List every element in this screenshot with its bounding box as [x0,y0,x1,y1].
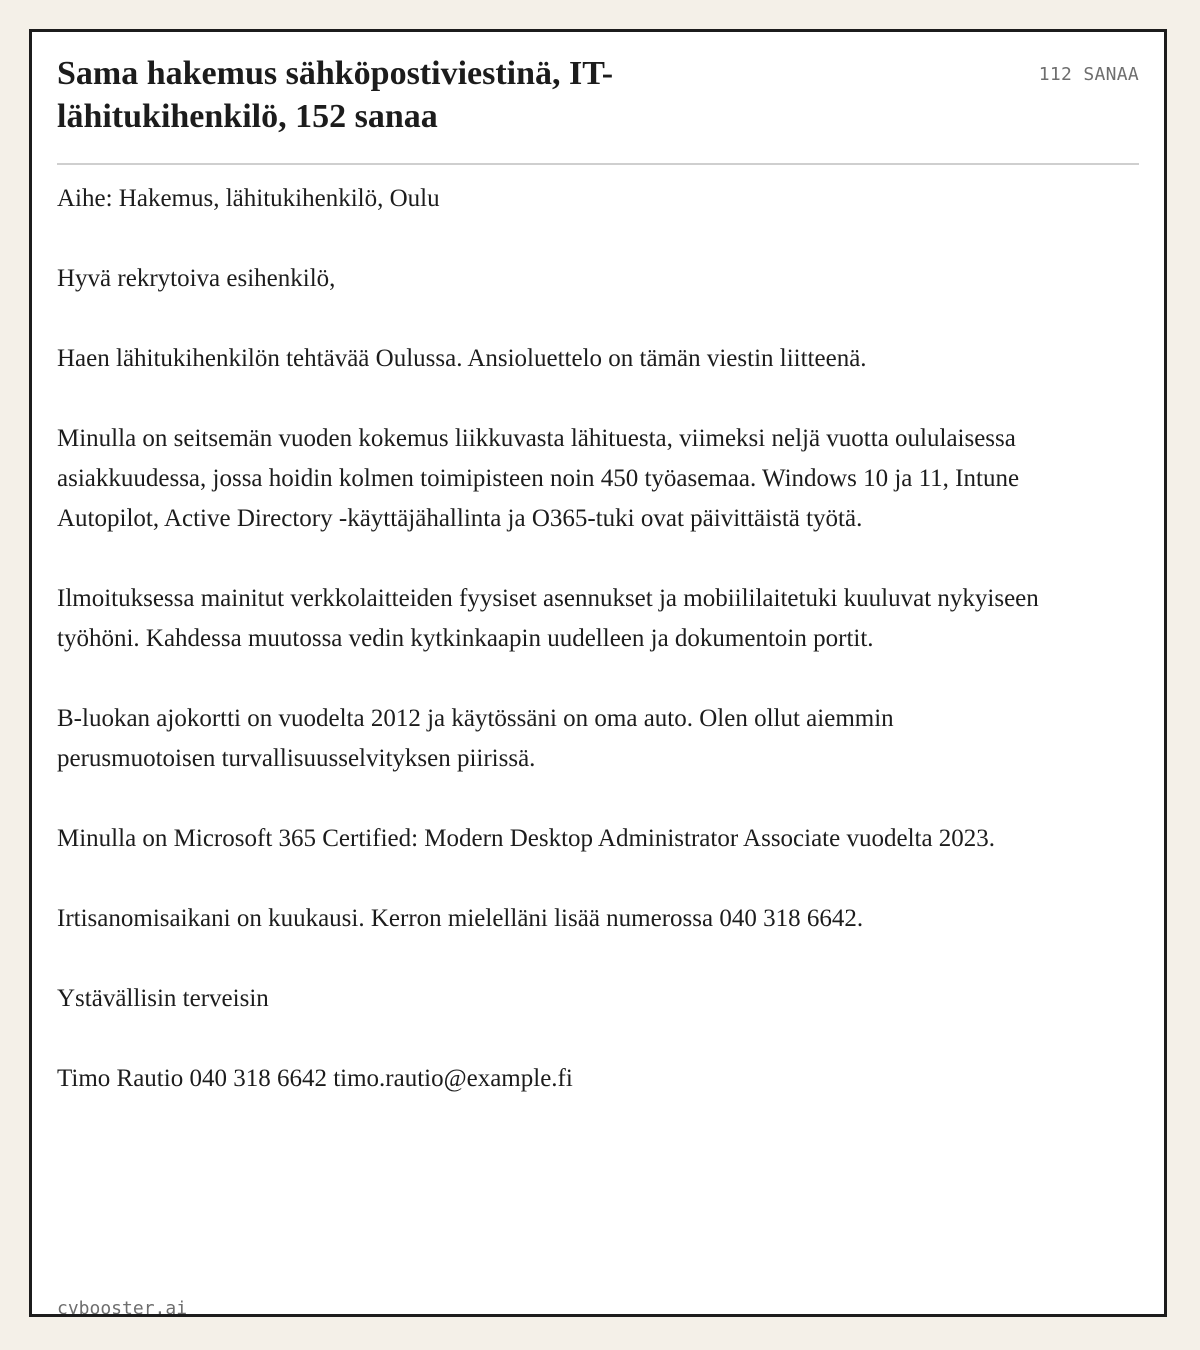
email-greeting: Hyvä rekrytoiva esihenkilö, [57,265,336,292]
document-title: Sama hakemus sähköpostiviestinä, IT-lähitukihenkilö, 152 sanaa [57,55,614,135]
document-header [57,52,1139,165]
email-paragraph-network: Ilmoituksessa mainitut verkkolaitteiden fyysiset asennukset ja mobiililaitetuki kuuluvat nykyiseen työhöni. Kahdessa muutossa vedin kytkinkaapin uudelleen ja dokumentoin portit. [57,585,1039,652]
email-signature: Timo Rautio 040 318 6642 timo.rautio@example.fi [57,1065,573,1092]
email-subject-line: Aihe: Hakemus, lähitukihenkilö, Oulu [57,185,440,212]
document-card [29,29,1167,1317]
email-paragraph-license: B-luokan ajokortti on vuodelta 2012 ja käytössäni on oma auto. Olen ollut aiemmin perusmuotoisen turvallisuusselvityksen piirissä. [57,705,894,772]
email-body [57,179,1057,1099]
footer-brand: cvbooster.ai [57,1298,188,1317]
word-count-badge: 112 SANAA [1038,64,1139,85]
email-paragraph-experience: Minulla on seitsemän vuoden kokemus liikkuvasta lähituesta, viimeksi neljä vuotta oululaisessa asiakkuudessa, jossa hoidin kolmen toimipisteen noin 450 työasemaa. Windows 10 ja 11, Intune Autopilot, Active Directory -käyttäjähallinta ja O365-tuki ovat päivittäistä työtä. [57,425,1020,532]
email-paragraph-notice: Irtisanomisaikani on kuukausi. Kerron mielelläni lisää numerossa 040 318 6642. [57,905,864,932]
email-paragraph-intro: Haen lähitukihenkilön tehtävää Oulussa. Ansioluettelo on tämän viestin liitteenä. [57,345,867,372]
email-closing: Ystävällisin terveisin [57,985,269,1012]
email-paragraph-certification: Minulla on Microsoft 365 Certified: Modern Desktop Administrator Associate vuodelta 2023. [57,825,996,852]
